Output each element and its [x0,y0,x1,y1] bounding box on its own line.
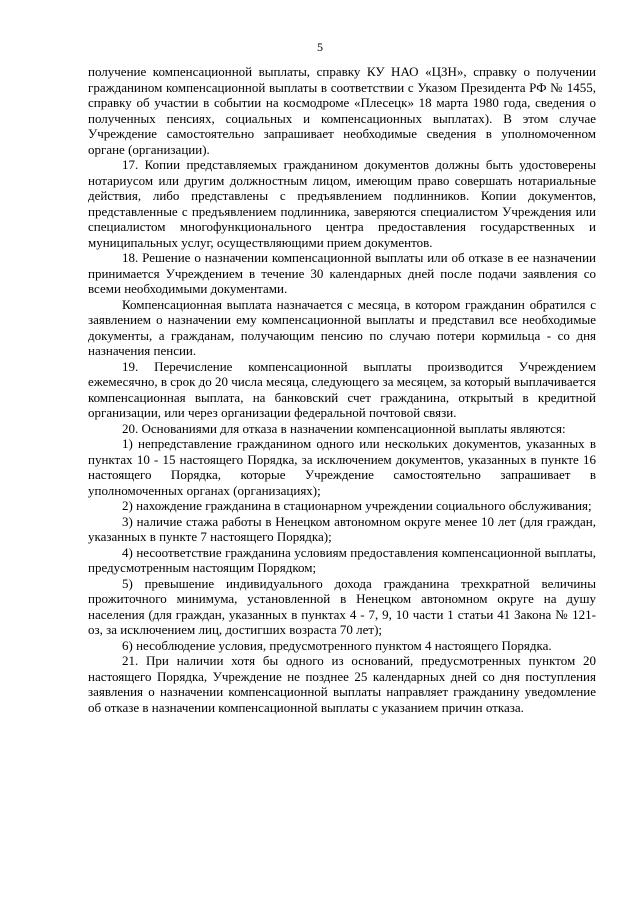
document-body [88,64,596,715]
paragraph-continued-16: получение компенсационной выплаты, справку КУ НАО «ЦЗН», справку о получении гражданином компенсационной выплаты в соответствии с Указом Президента РФ № 1455, справку об участии в событии на космодроме «Плесецк» 18 марта 1980 года, сведения о полученных пенсиях, социальных и компенсационных выплатах). В этом случае Учреждение самостоятельно запрашивает необходимые сведения в уполномоченном органе (организации). [88,64,596,157]
list-item-20-1: 1) непредставление гражданином одного или нескольких документов, указанных в пунктах 10 - 15 настоящего Порядка, за исключением документов, указанных в пункте 16 настоящего Порядка, которые Учреждение самостоятельно запрашивает в уполномоченных органах (организациях); [88,436,596,498]
paragraph-18: 18. Решение о назначении компенсационной выплаты или об отказе в ее назначении принимается Учреждением в течение 30 календарных дней после подачи заявления со всеми необходимыми документами. [88,250,596,296]
paragraph-20: 20. Основаниями для отказа в назначении компенсационной выплаты являются: [122,420,566,436]
list-item-20-6: 6) несоблюдение условия, предусмотренного пунктом 4 настоящего Порядка. [122,637,552,653]
list-item-20-5: 5) превышение индивидуального дохода гражданина трехкратной величины прожиточного минимума, установленной в Ненецком автономном округе на душу населения (для граждан, указанных в пунктах 4 - 7, 9, 10 части 1 статьи 41 Закона № 121-оз, за исключением лиц, достигших возраста 70 лет); [88,575,596,637]
page-number: 5 [317,40,323,54]
paragraph-17: 17. Копии представляемых гражданином документов должны быть удостоверены нотариусом или другим должностным лицом, имеющим право совершать нотариальные действия, либо представлены с предъявлением подлинников. Копии документов, представленные с предъявлением подлинника, заверяются специалистом Учреждения или специалистом многофункционального центра предоставления государственных и муниципальных услуг, осуществляющими прием документов. [88,157,596,250]
paragraph-19: 19. Перечисление компенсационной выплаты производится Учреждением ежемесячно, в срок до 20 числа месяца, следующего за месяцем, за который выплачивается компенсационная выплата, на банковский счет гражданина, открытый в кредитной организации, или через организации федеральной почтовой связи. [88,358,596,420]
paragraph-21: 21. При наличии хотя бы одного из оснований, предусмотренных пунктом 20 настоящего Порядка, Учреждение не позднее 25 календарных дней со дня поступления заявления о назначении компенсационной выплаты направляет гражданину уведомление об отказе в назначении компенсационной выплаты с указанием причин отказа. [88,653,596,715]
list-item-20-2: 2) нахождение гражданина в стационарном учреждении социального обслуживания; [122,498,592,513]
list-item-20-3: 3) наличие стажа работы в Ненецком автономном округе менее 10 лет (для граждан, указанных в пункте 7 настоящего Порядка); [88,513,596,544]
paragraph-18-assignment: Компенсационная выплата назначается с месяца, в котором гражданин обратился с заявлением о назначении ему компенсационной выплаты и представил все необходимые документы, а гражданам, получающим пенсию по случаю потери кормильца - со дня назначения пенсии. [88,296,596,358]
list-item-20-4: 4) несоответствие гражданина условиям предоставления компенсационной выплаты, предусмотренным настоящим Порядком; [88,544,596,575]
